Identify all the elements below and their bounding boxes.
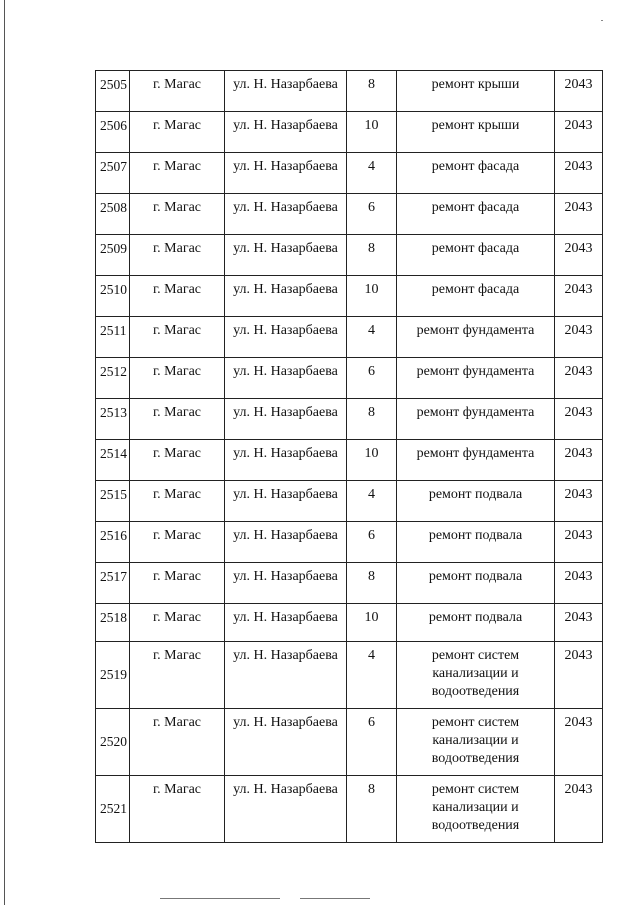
cell-city: г. Магас: [130, 358, 225, 399]
cell-house: 4: [347, 481, 397, 522]
cell-year: 2043: [555, 709, 603, 776]
cell-number: 2510: [96, 276, 130, 317]
cell-year: 2043: [555, 642, 603, 709]
cell-house: 8: [347, 71, 397, 112]
cell-work-type: ремонт крыши: [397, 112, 555, 153]
cell-street: ул. Н. Назарбаева: [225, 776, 347, 843]
cell-work-type: ремонт систем канализации и водоотведения: [397, 642, 555, 709]
cell-work-type: ремонт крыши: [397, 71, 555, 112]
cell-house: 6: [347, 709, 397, 776]
cell-number: 2520: [96, 709, 130, 776]
repair-schedule-table: [95, 70, 603, 843]
table-row: [96, 563, 603, 604]
cell-city: г. Магас: [130, 399, 225, 440]
cell-work-type: ремонт фундамента: [397, 440, 555, 481]
cell-city: г. Магас: [130, 112, 225, 153]
cell-work-type: ремонт фасада: [397, 153, 555, 194]
footer-line: [300, 898, 370, 899]
cell-street: ул. Н. Назарбаева: [225, 399, 347, 440]
cell-number: 2518: [96, 604, 130, 642]
cell-year: 2043: [555, 317, 603, 358]
cell-street: ул. Н. Назарбаева: [225, 604, 347, 642]
table-row: [96, 604, 603, 642]
scan-speck: [601, 20, 603, 21]
table-row: [96, 440, 603, 481]
cell-number: 2517: [96, 563, 130, 604]
cell-year: 2043: [555, 563, 603, 604]
table-row: [96, 776, 603, 843]
table-row: [96, 112, 603, 153]
cell-house: 6: [347, 194, 397, 235]
cell-year: 2043: [555, 440, 603, 481]
cell-city: г. Магас: [130, 481, 225, 522]
cell-house: 4: [347, 153, 397, 194]
cell-city: г. Магас: [130, 71, 225, 112]
scan-page-edge: [4, 0, 5, 905]
table-row: [96, 276, 603, 317]
cell-street: ул. Н. Назарбаева: [225, 481, 347, 522]
cell-work-type: ремонт фундамента: [397, 358, 555, 399]
footer-line: [160, 898, 280, 899]
cell-street: ул. Н. Назарбаева: [225, 642, 347, 709]
cell-house: 4: [347, 317, 397, 358]
cell-number: 2508: [96, 194, 130, 235]
cell-house: 8: [347, 399, 397, 440]
cell-city: г. Магас: [130, 235, 225, 276]
cell-city: г. Магас: [130, 153, 225, 194]
cell-year: 2043: [555, 399, 603, 440]
cell-number: 2513: [96, 399, 130, 440]
cell-year: 2043: [555, 71, 603, 112]
table-row: [96, 709, 603, 776]
cell-city: г. Магас: [130, 563, 225, 604]
cell-work-type: ремонт фундамента: [397, 399, 555, 440]
cell-house: 10: [347, 604, 397, 642]
cell-year: 2043: [555, 235, 603, 276]
cell-work-type: ремонт подвала: [397, 522, 555, 563]
cell-street: ул. Н. Назарбаева: [225, 235, 347, 276]
cell-year: 2043: [555, 604, 603, 642]
cell-city: г. Магас: [130, 276, 225, 317]
cell-number: 2521: [96, 776, 130, 843]
cell-year: 2043: [555, 153, 603, 194]
cell-work-type: ремонт систем канализации и водоотведения: [397, 709, 555, 776]
cell-year: 2043: [555, 194, 603, 235]
cell-work-type: ремонт фасада: [397, 235, 555, 276]
cell-number: 2511: [96, 317, 130, 358]
cell-work-type: ремонт подвала: [397, 604, 555, 642]
cell-work-type: ремонт фундамента: [397, 317, 555, 358]
cell-work-type: ремонт подвала: [397, 563, 555, 604]
cell-house: 6: [347, 358, 397, 399]
cell-work-type: ремонт фасада: [397, 194, 555, 235]
cell-work-type: ремонт подвала: [397, 481, 555, 522]
cell-year: 2043: [555, 776, 603, 843]
table-row: [96, 399, 603, 440]
cell-street: ул. Н. Назарбаева: [225, 440, 347, 481]
cell-number: 2515: [96, 481, 130, 522]
cell-street: ул. Н. Назарбаева: [225, 563, 347, 604]
cell-house: 10: [347, 276, 397, 317]
cell-city: г. Магас: [130, 776, 225, 843]
cell-city: г. Магас: [130, 642, 225, 709]
table-row: [96, 235, 603, 276]
cell-city: г. Магас: [130, 709, 225, 776]
cell-house: 10: [347, 440, 397, 481]
table-body: [96, 71, 603, 843]
cell-year: 2043: [555, 112, 603, 153]
cell-city: г. Магас: [130, 317, 225, 358]
cell-house: 8: [347, 776, 397, 843]
table-row: [96, 194, 603, 235]
cell-number: 2514: [96, 440, 130, 481]
cell-street: ул. Н. Назарбаева: [225, 709, 347, 776]
cell-year: 2043: [555, 276, 603, 317]
cell-city: г. Магас: [130, 522, 225, 563]
table-row: [96, 522, 603, 563]
cell-number: 2505: [96, 71, 130, 112]
cell-work-type: ремонт систем канализации и водоотведения: [397, 776, 555, 843]
cell-street: ул. Н. Назарбаева: [225, 112, 347, 153]
cell-street: ул. Н. Назарбаева: [225, 153, 347, 194]
cell-house: 4: [347, 642, 397, 709]
table-row: [96, 71, 603, 112]
table-row: [96, 358, 603, 399]
table-row: [96, 317, 603, 358]
cell-number: 2506: [96, 112, 130, 153]
cell-year: 2043: [555, 522, 603, 563]
table-row: [96, 642, 603, 709]
cell-number: 2509: [96, 235, 130, 276]
cell-house: 8: [347, 563, 397, 604]
cell-year: 2043: [555, 358, 603, 399]
cell-city: г. Магас: [130, 440, 225, 481]
cell-street: ул. Н. Назарбаева: [225, 522, 347, 563]
cell-number: 2519: [96, 642, 130, 709]
cell-number: 2516: [96, 522, 130, 563]
cell-house: 6: [347, 522, 397, 563]
cell-number: 2507: [96, 153, 130, 194]
cell-year: 2043: [555, 481, 603, 522]
cell-house: 10: [347, 112, 397, 153]
cell-street: ул. Н. Назарбаева: [225, 71, 347, 112]
cell-city: г. Магас: [130, 604, 225, 642]
table-row: [96, 481, 603, 522]
table-row: [96, 153, 603, 194]
cell-house: 8: [347, 235, 397, 276]
cell-number: 2512: [96, 358, 130, 399]
cell-street: ул. Н. Назарбаева: [225, 317, 347, 358]
cell-street: ул. Н. Назарбаева: [225, 358, 347, 399]
cell-street: ул. Н. Назарбаева: [225, 194, 347, 235]
cell-work-type: ремонт фасада: [397, 276, 555, 317]
cell-street: ул. Н. Назарбаева: [225, 276, 347, 317]
cell-city: г. Магас: [130, 194, 225, 235]
